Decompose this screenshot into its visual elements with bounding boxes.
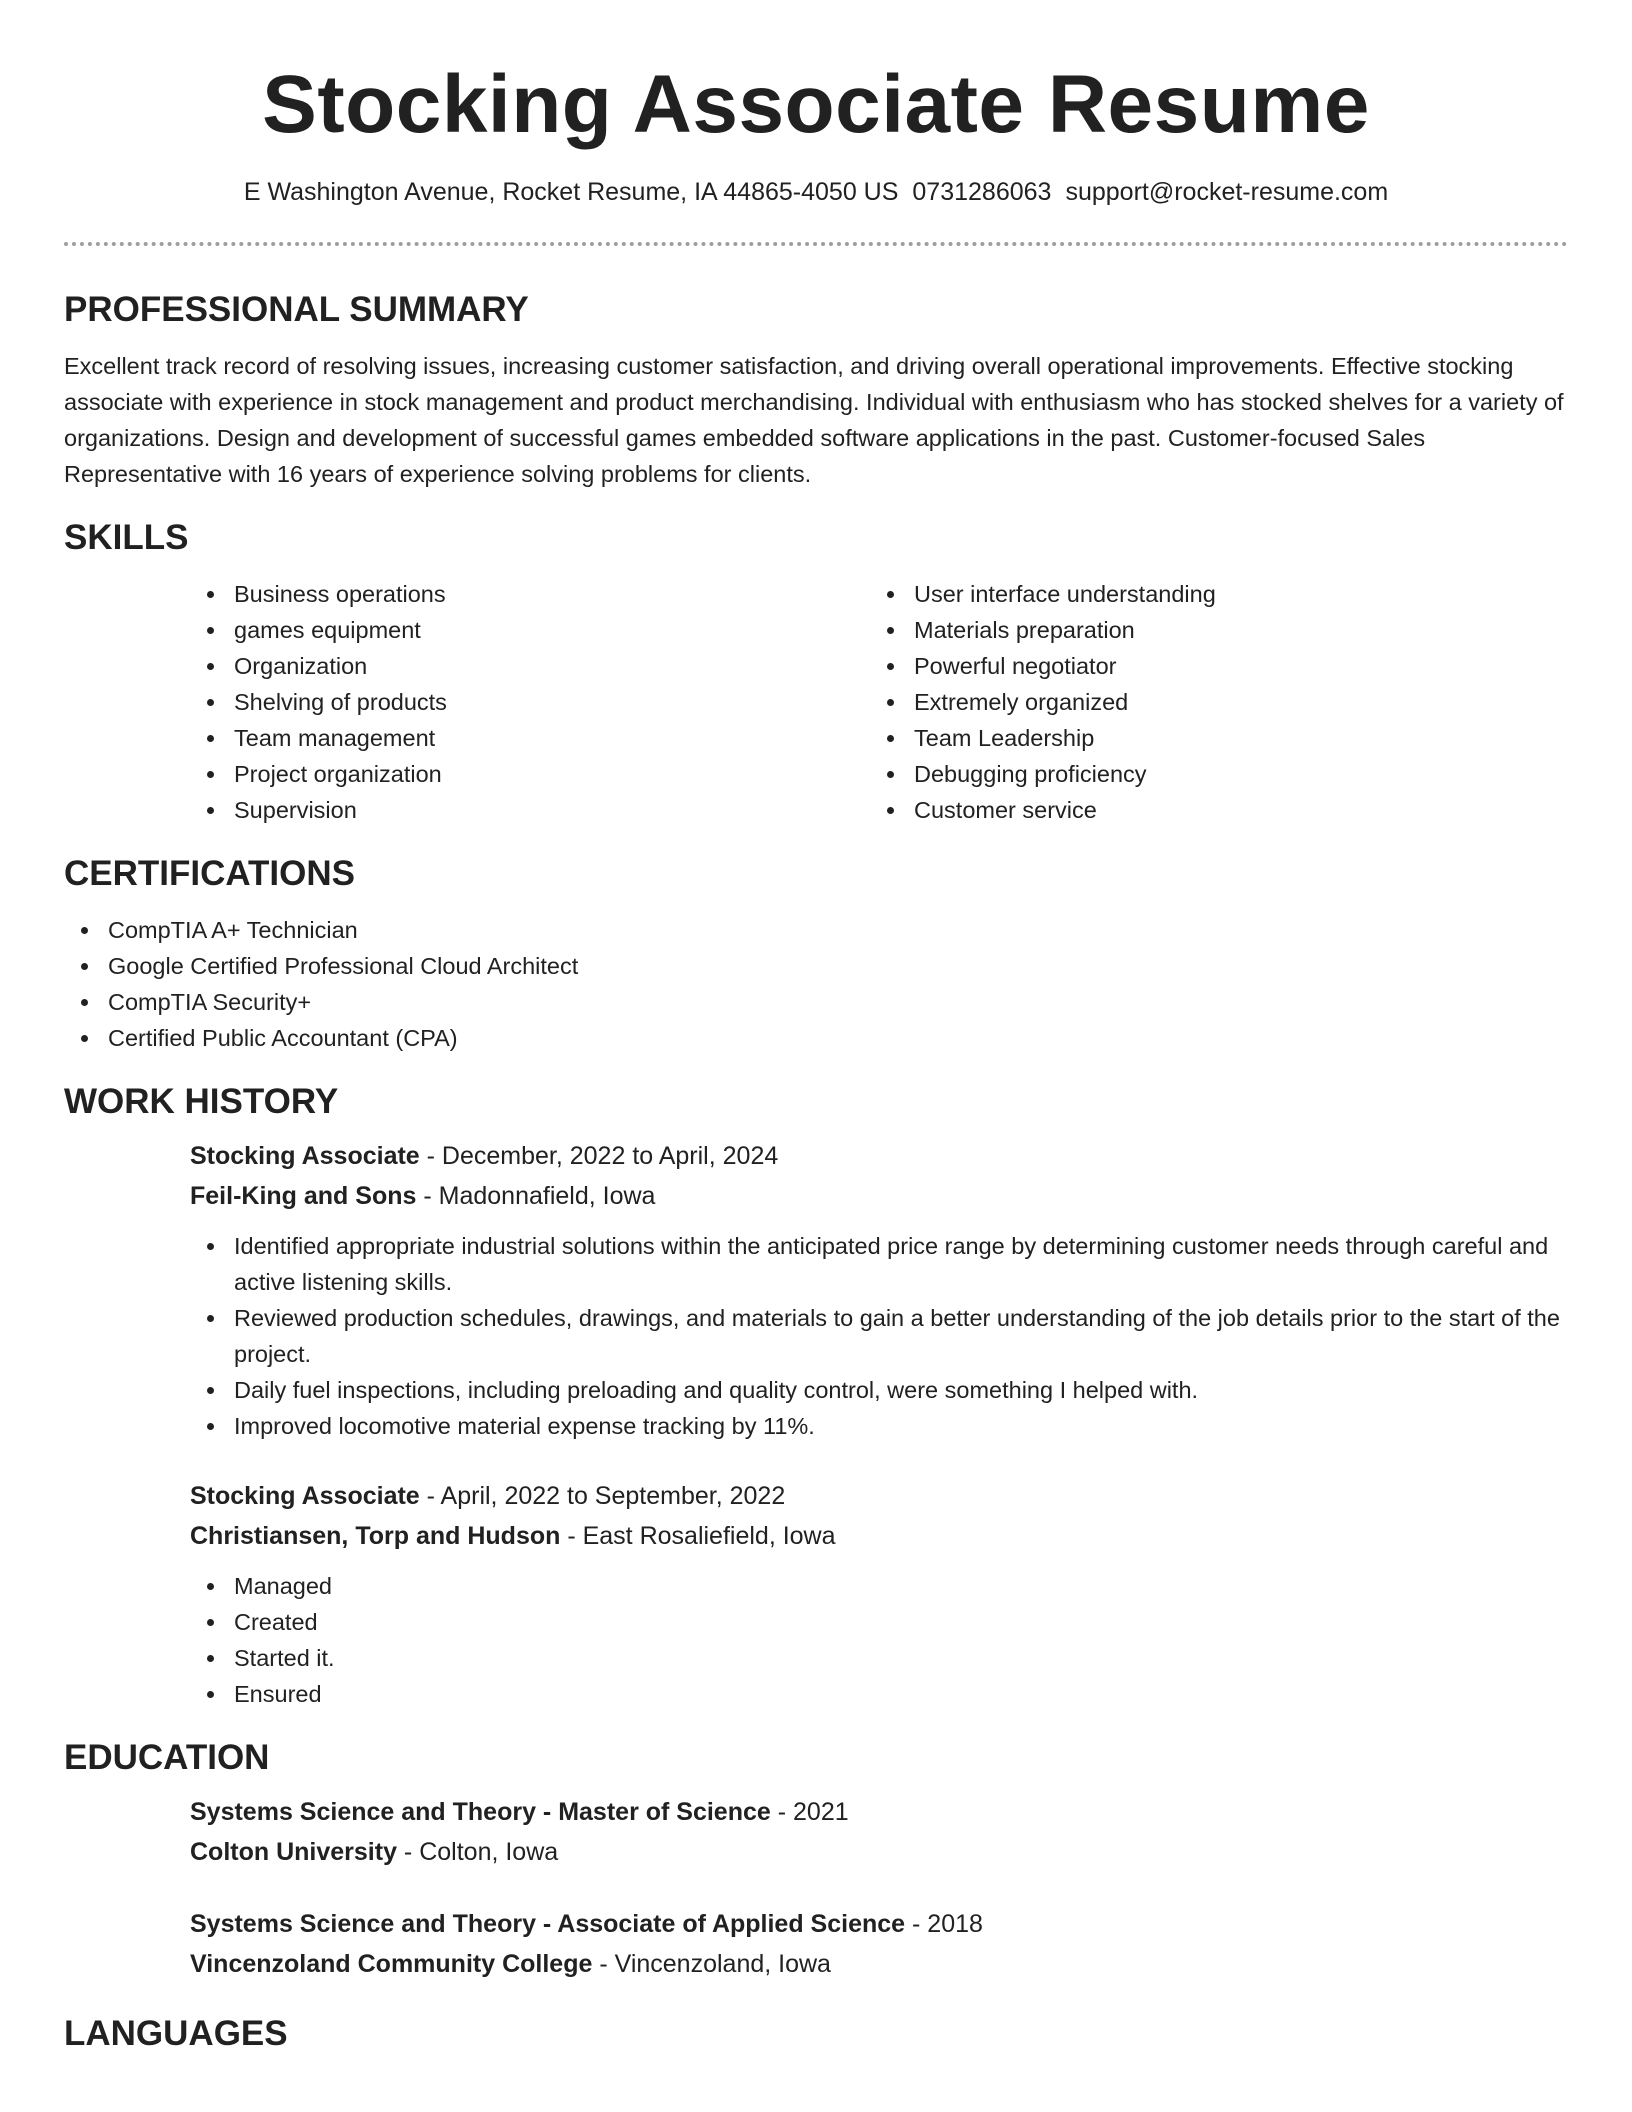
certification-item: Certified Public Accountant (CPA) (64, 1020, 1568, 1056)
education-entry (190, 1792, 1568, 1872)
skill-item: Team management (190, 720, 870, 756)
header-divider (64, 242, 1568, 246)
job-entry (190, 1136, 1568, 1444)
school-line (190, 1832, 1568, 1872)
job-title: Stocking Associate (190, 1482, 420, 1510)
contact-address: E Washington Avenue, Rocket Resume, IA 44865-4050 US (243, 178, 899, 206)
job-location: - Madonnafield, Iowa (416, 1182, 656, 1210)
job-duties (190, 1568, 1568, 1712)
resume-page (64, 0, 1568, 2056)
job-company: Feil-King and Sons (190, 1182, 417, 1210)
education-section (64, 1736, 1568, 1984)
certifications-list (64, 912, 1568, 1056)
skill-item: Project organization (190, 756, 870, 792)
job-company-line (190, 1516, 1568, 1556)
job-duty-item: Daily fuel inspections, including preloading and quality control, were something I helped with. (190, 1372, 1568, 1408)
certifications-section (64, 852, 1568, 1056)
job-duty-item: Reviewed production schedules, drawings, and materials to gain a better understanding of the job details prior to the start of the project. (190, 1300, 1568, 1372)
skill-item: Organization (190, 648, 870, 684)
skills-heading: SKILLS (64, 518, 189, 557)
certification-item: CompTIA Security+ (64, 984, 1568, 1020)
skill-item: Business operations (190, 576, 870, 612)
job-company: Christiansen, Torp and Hudson (190, 1522, 561, 1550)
school-name: Vincenzoland Community College (190, 1950, 593, 1978)
job-company-line (190, 1176, 1568, 1216)
job-duty-item: Improved locomotive material expense tracking by 11%. (190, 1408, 1568, 1444)
certification-item: Google Certified Professional Cloud Architect (64, 948, 1568, 984)
job-duty-item: Started it. (190, 1640, 1568, 1676)
school-line (190, 1944, 1568, 1984)
languages-section (64, 2012, 1568, 2056)
contact-phone: 0731286063 (912, 178, 1052, 206)
job-duty-item: Managed (190, 1568, 1568, 1604)
job-dates: - December, 2022 to April, 2024 (419, 1142, 779, 1170)
job-title: Stocking Associate (190, 1142, 420, 1170)
skill-item: Extremely organized (870, 684, 1550, 720)
languages-heading: LANGUAGES (64, 2014, 288, 2053)
skill-item: Debugging proficiency (870, 756, 1550, 792)
school-location: - Colton, Iowa (396, 1838, 559, 1866)
degree-line (190, 1792, 1568, 1832)
school-location: - Vincenzoland, Iowa (592, 1950, 831, 1978)
summary-heading: PROFESSIONAL SUMMARY (64, 290, 529, 329)
contact-line (64, 176, 1568, 208)
job-title-line (190, 1476, 1568, 1516)
skill-item: Powerful negotiator (870, 648, 1550, 684)
job-location: - East Rosaliefield, Iowa (560, 1522, 836, 1550)
education-heading: EDUCATION (64, 1738, 270, 1777)
certifications-heading: CERTIFICATIONS (64, 854, 356, 893)
job-duty-item: Created (190, 1604, 1568, 1640)
job-entry (190, 1476, 1568, 1712)
job-title-line (190, 1136, 1568, 1176)
degree-year: - 2018 (905, 1910, 983, 1938)
degree-name: Systems Science and Theory - Master of Science (190, 1798, 771, 1826)
skill-item: Customer service (870, 792, 1550, 828)
job-duty-item: Identified appropriate industrial solutions within the anticipated price range by determining customer needs through careful and active listening skills. (190, 1228, 1568, 1300)
contact-email: support@rocket-resume.com (1065, 178, 1389, 206)
summary-section (64, 288, 1568, 492)
degree-name: Systems Science and Theory - Associate of Applied Science (190, 1910, 906, 1938)
work-history-section (64, 1080, 1568, 1712)
job-duty-item: Ensured (190, 1676, 1568, 1712)
certification-item: CompTIA A+ Technician (64, 912, 1568, 948)
skills-section (64, 516, 1568, 828)
school-name: Colton University (190, 1838, 397, 1866)
job-dates: - April, 2022 to September, 2022 (419, 1482, 786, 1510)
resume-title: Stocking Associate Resume (262, 59, 1370, 150)
job-duties (190, 1228, 1568, 1444)
skill-item: games equipment (190, 612, 870, 648)
skill-item: Team Leadership (870, 720, 1550, 756)
skill-item: Supervision (190, 792, 870, 828)
skill-item: Shelving of products (190, 684, 870, 720)
skill-item: User interface understanding (870, 576, 1550, 612)
skills-column-left (190, 576, 870, 828)
summary-text: Excellent track record of resolving issues, increasing customer satisfaction, and driving overall operational improvements. Effective stocking associate with experience in stock management and product merchandising. Individual with enthusiasm who has stocked shelves for a variety of organizations. Design and development of successful games embedded software applications in the past. Customer-focused Sales Representative with 16 years of experience solving problems for clients. (64, 353, 1564, 487)
degree-year: - 2021 (770, 1798, 849, 1826)
skill-item: Materials preparation (870, 612, 1550, 648)
skills-list (190, 576, 1568, 828)
education-entry (190, 1904, 1568, 1984)
degree-line (190, 1904, 1568, 1944)
skills-column-right (870, 576, 1550, 828)
work-history-heading: WORK HISTORY (64, 1082, 339, 1121)
